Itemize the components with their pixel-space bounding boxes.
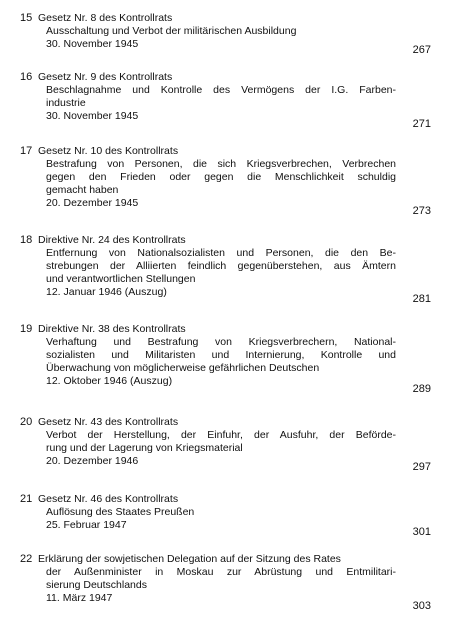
entry-date: 12. Januar 1946 (Auszug) xyxy=(46,286,167,298)
entry-page-number: 289 xyxy=(412,383,431,395)
entry-page-number: 271 xyxy=(412,118,431,130)
entry-line: Ausschaltung und Verbot der militärischen Ausbildung xyxy=(46,25,297,37)
entry-date: 30. November 1945 xyxy=(46,38,139,50)
entry-body xyxy=(38,145,396,210)
entry-date: 25. Februar 1947 xyxy=(46,519,127,531)
entry-line: Verhaftung und Bestrafung von Kriegsverbrechern, National- xyxy=(46,336,396,348)
entry-body xyxy=(38,323,396,388)
entry-heading: Gesetz Nr. 43 des Kontrollrats xyxy=(38,416,179,428)
entry-date: 20. Dezember 1946 xyxy=(46,455,139,467)
entry-line: der Außenminister in Moskau zur Abrüstung und Entmilitari- xyxy=(46,566,396,578)
entry-body xyxy=(38,234,396,299)
entry-heading: Gesetz Nr. 8 des Kontrollrats xyxy=(38,12,173,24)
entry-page-number: 303 xyxy=(412,600,431,612)
entry-number: 20 xyxy=(20,416,33,428)
entry-date: 12. Oktober 1946 (Auszug) xyxy=(46,375,173,387)
entry-date: 20. Dezember 1945 xyxy=(46,197,139,209)
entry-line: sierung Deutschlands xyxy=(46,579,147,591)
entry-line: Verbot der Herstellung, der Einfuhr, der Ausfuhr, der Beförde- xyxy=(46,429,396,441)
entry-number: 15 xyxy=(20,12,33,24)
entry-body xyxy=(38,416,396,468)
entry-line: sozialisten und Militaristen und Internierung, Kontrolle und xyxy=(46,349,396,361)
entry-number: 19 xyxy=(20,323,33,335)
entry-body xyxy=(38,71,396,123)
entry-line: gemacht haben xyxy=(46,184,119,196)
entry-heading: Direktive Nr. 38 des Kontrollrats xyxy=(38,323,186,335)
entry-page-number: 301 xyxy=(412,526,431,538)
entry-number: 16 xyxy=(20,71,33,83)
entry-line: Überwachung von möglicherweise gefährlichen Deutschen xyxy=(46,362,320,374)
entry-number: 17 xyxy=(20,145,33,157)
entry-body xyxy=(38,12,396,51)
entry-heading: Gesetz Nr. 46 des Kontrollrats xyxy=(38,493,179,505)
entry-number: 18 xyxy=(20,234,33,246)
entry-line: rung und der Lagerung von Kriegsmaterial xyxy=(46,442,243,454)
entry-number: 22 xyxy=(20,553,33,565)
entry-heading: Direktive Nr. 24 des Kontrollrats xyxy=(38,234,186,246)
entry-heading: Gesetz Nr. 10 des Kontrollrats xyxy=(38,145,179,157)
entry-page-number: 267 xyxy=(412,44,431,56)
entry-line: strebungen der Alliierten feindlich gegenüberstehen, aus Ämtern xyxy=(46,260,396,272)
entry-line: und verantwortlichen Stellungen xyxy=(46,273,196,285)
entry-page-number: 281 xyxy=(412,293,431,305)
entry-page-number: 297 xyxy=(412,461,431,473)
entry-number: 21 xyxy=(20,493,33,505)
entry-heading: Erklärung der sowjetischen Delegation auf der Sitzung des Rates xyxy=(38,553,341,565)
entry-line: gegen den Frieden oder gegen die Menschlichkeit schuldig xyxy=(46,171,396,183)
entry-line: Auflösung des Staates Preußen xyxy=(46,506,195,518)
entry-line: Bestrafung von Personen, die sich Kriegsverbrechen, Verbrechen xyxy=(46,158,396,170)
entry-heading: Gesetz Nr. 9 des Kontrollrats xyxy=(38,71,173,83)
entry-line: Beschlagnahme und Kontrolle des Vermögens der I.G. Farben- xyxy=(46,84,396,96)
entry-line: Entfernung von Nationalsozialisten und Personen, die den Be- xyxy=(46,247,396,259)
entry-body xyxy=(38,493,396,532)
entry-page-number: 273 xyxy=(412,205,431,217)
entry-date: 11. März 1947 xyxy=(46,592,113,604)
entry-body xyxy=(38,553,396,605)
entry-line: industrie xyxy=(46,97,86,109)
entry-date: 30. November 1945 xyxy=(46,110,139,122)
